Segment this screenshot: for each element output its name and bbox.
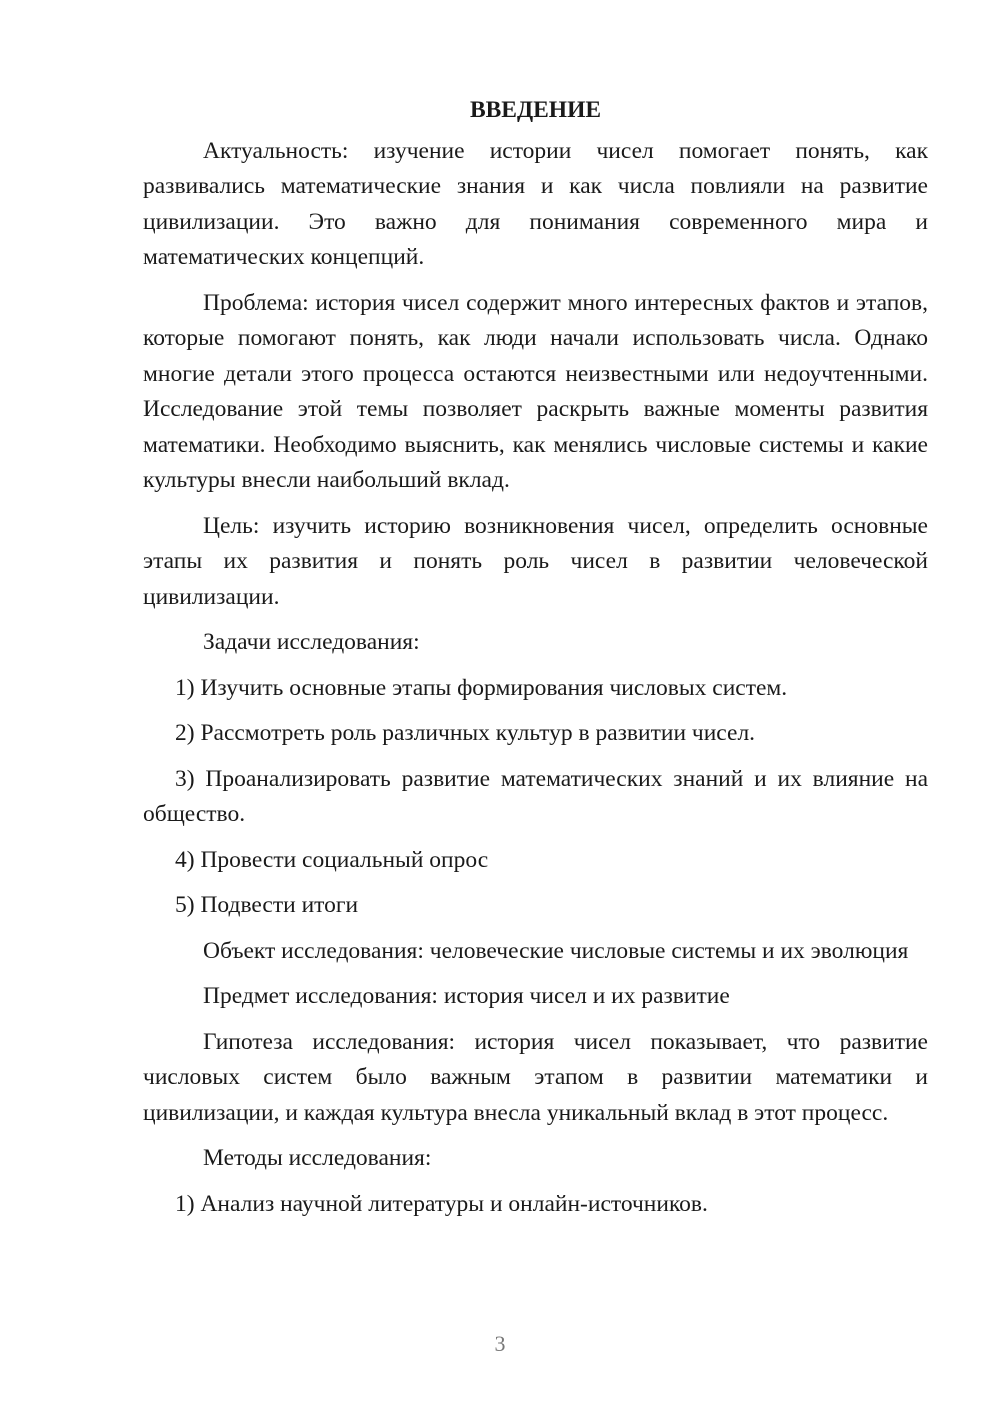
method-item: 1) Анализ научной литературы и онлайн-источников.	[175, 1190, 708, 1217]
relevance-paragraph: Актуальность: изучение истории чисел помогает понять, как развивались математические знания и как числа повлияли на развитие цивилизации. Это важно для понимания современного мира и математических концепций.	[143, 137, 928, 270]
task-item: 5) Подвести итоги	[175, 892, 359, 918]
subject-paragraph: Предмет исследования: история чисел и их развитие	[203, 983, 730, 1009]
page-content	[143, 93, 928, 1232]
goal-paragraph: Цель: изучить историю возникновения чисел, определить основные этапы их развития и понять роль чисел в развитии человеческой цивилизации.	[143, 512, 928, 610]
hypothesis-paragraph: Гипотеза исследования: история чисел показывает, что развитие числовых систем было важным этапом в развитии математики и цивилизации, и каждая культура внесла уникальный вклад в этот процесс.	[143, 1028, 928, 1126]
problem-paragraph: Проблема: история чисел содержит много интересных фактов и этапов, которые помогают понять, как люди начали использовать числа. Однако многие детали этого процесса остаются неизвестными или недоучтенными. Исследование этой темы позволяет раскрыть важные моменты развития математики. Необходимо выяснить, как менялись числовые системы и какие культуры внесли наибольший вклад.	[143, 289, 928, 493]
task-item: 3) Проанализировать развитие математических знаний и их влияние на общество.	[143, 765, 928, 827]
task-item: 1) Изучить основные этапы формирования числовых систем.	[175, 674, 788, 701]
tasks-heading: Задачи исследования:	[203, 629, 420, 655]
object-paragraph: Объект исследования: человеческие числовые системы и их эволюция	[203, 937, 909, 964]
task-item: 4) Провести социальный опрос	[175, 846, 489, 873]
methods-heading: Методы исследования:	[203, 1145, 432, 1171]
section-title: ВВЕДЕНИЕ	[469, 97, 602, 123]
task-item: 2) Рассмотреть роль различных культур в развитии чисел.	[175, 720, 756, 746]
page-number: 3	[494, 1331, 506, 1356]
